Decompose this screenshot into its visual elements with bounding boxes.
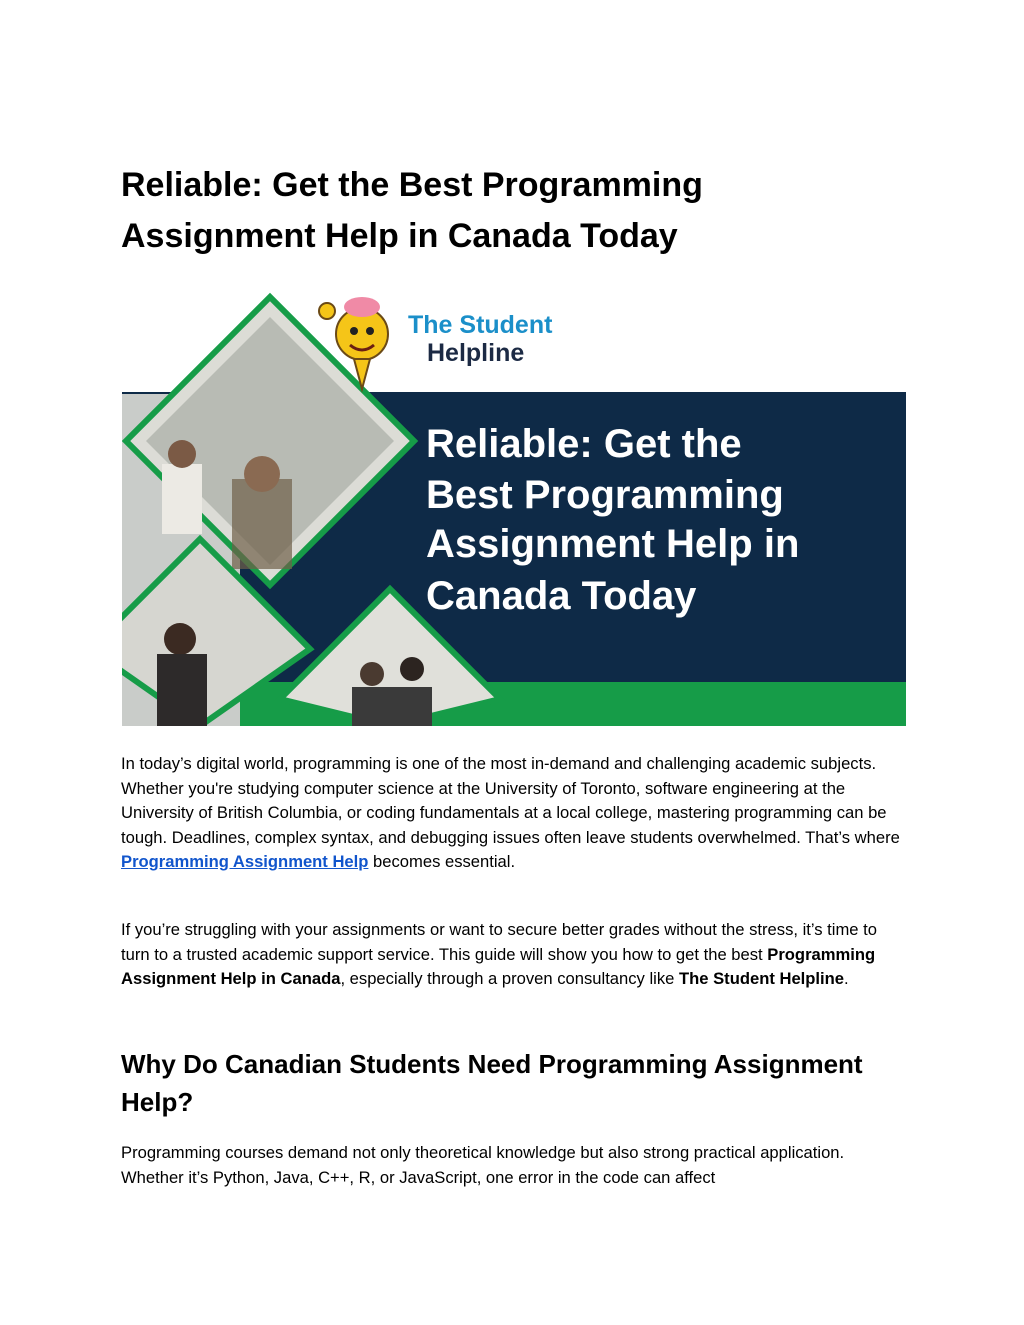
hero-banner-image xyxy=(122,289,906,726)
logo-text-line2: Helpline xyxy=(427,339,525,367)
section-heading: Why Do Canadian Students Need Programming Assignment Help? xyxy=(121,1049,863,1117)
student-helpline-logo xyxy=(319,297,553,389)
support-text: If you’re struggling with your assignments or want to secure better grades without the stress, it’s time to turn to a trusted academic support service. This guide will show you how to get the best xyxy=(121,920,877,964)
bold-brand: The Student Helpline xyxy=(678,969,845,988)
support-text: , especially through a proven consultancy like xyxy=(340,969,679,988)
body-paragraph: Programming courses demand not only theoretical knowledge but also strong practical application. Whether it’s Python, Java, C++, R, or JavaScript, one error in the code can affect xyxy=(121,1143,845,1187)
intro-text-end: becomes essential. xyxy=(368,852,516,871)
banner-headline-line: Canada Today xyxy=(426,574,697,618)
support-text: . xyxy=(844,969,849,988)
intro-paragraph xyxy=(121,752,906,875)
page-title: Reliable: Get the Best Programming Assignment Help in Canada Today xyxy=(121,166,703,255)
banner-headline-line: Reliable: Get the xyxy=(426,422,742,466)
logo-text-line1: The Student xyxy=(408,311,553,339)
banner-headline-line: Best Programming xyxy=(426,473,784,517)
intro-text: In today’s digital world, programming is one of the most in-demand and challenging academic subjects. Whether you're studying computer science at the University of Toronto, software engineering at the University of British Columbia, or coding fundamentals at a local college, mastering programming can be tough. Deadlines, complex syntax, and debugging issues often leave students overwhelmed. That’s where xyxy=(121,754,900,847)
bold-phrase: Programming Assignment Help in Canada xyxy=(121,944,876,988)
support-paragraph xyxy=(121,918,906,992)
programming-assignment-help-link[interactable]: Programming Assignment Help xyxy=(121,852,369,871)
banner-headline-line: Assignment Help in xyxy=(426,522,800,566)
